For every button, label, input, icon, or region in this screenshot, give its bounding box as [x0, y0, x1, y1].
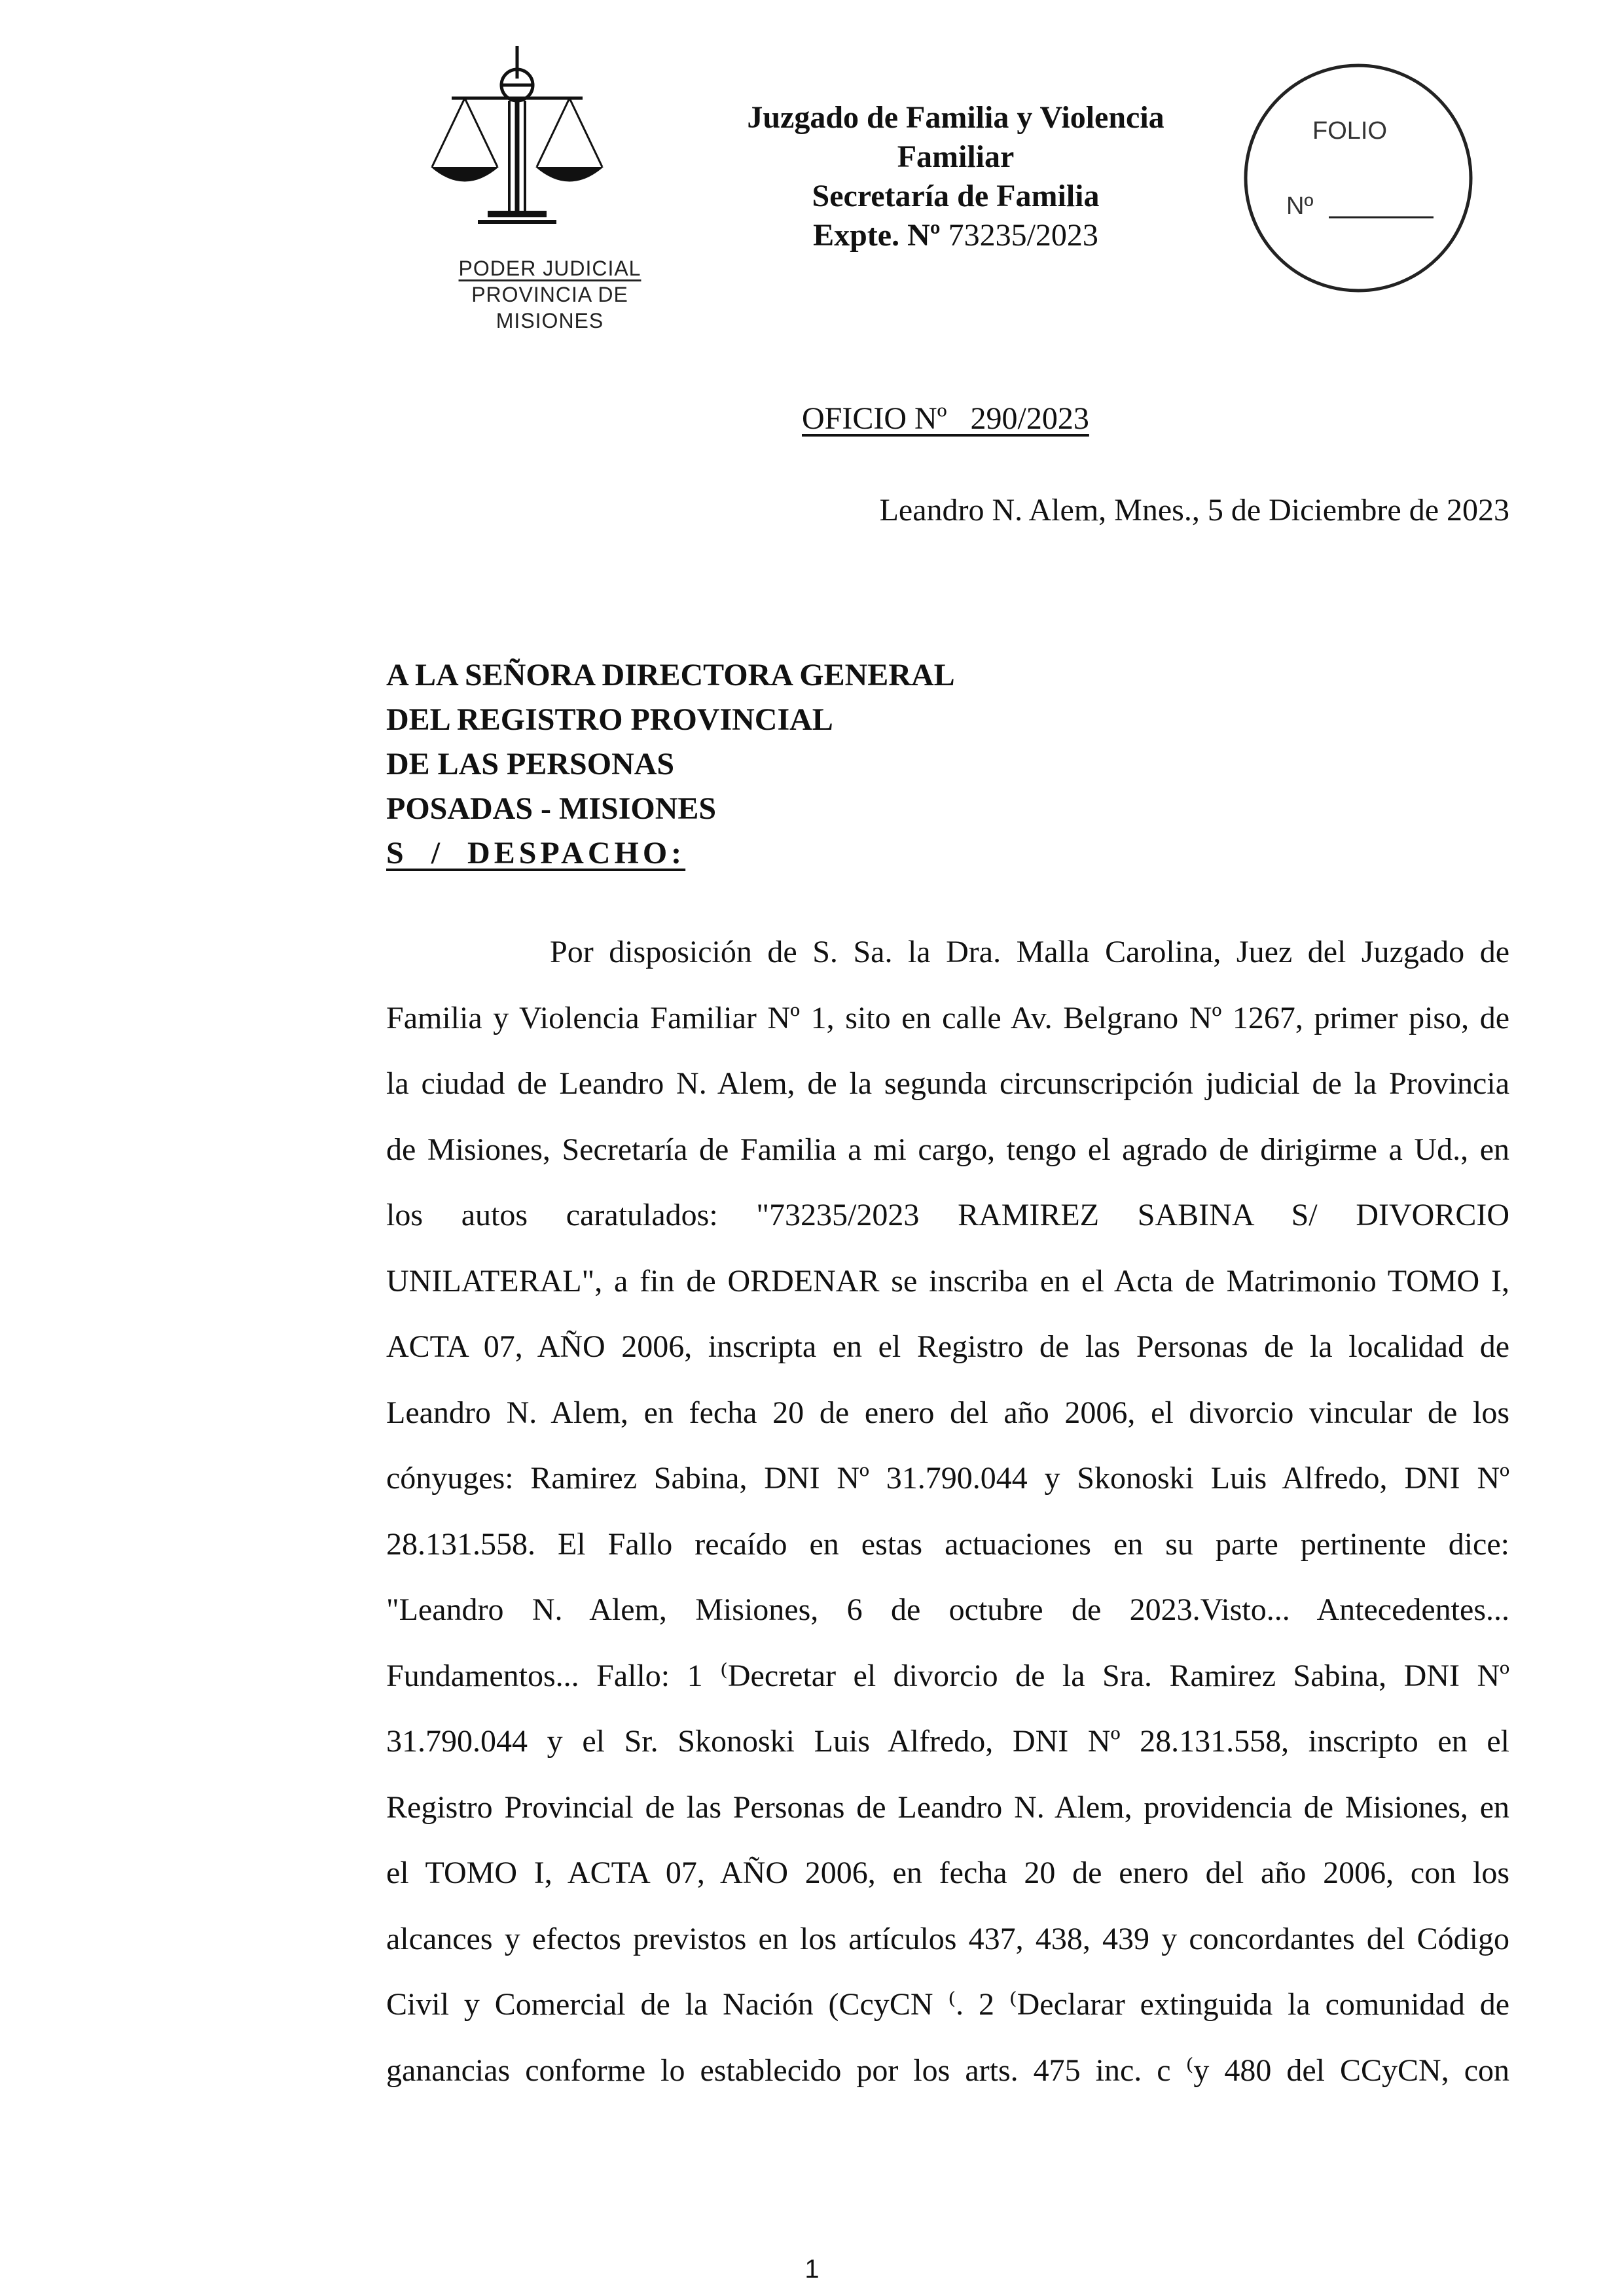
- body-line: UNILATERAL", a fin de ORDENAR se inscriba en el Acta de Matrimonio TOMO I,: [386, 1263, 1509, 1299]
- folio-circle-icon: [1240, 60, 1483, 302]
- body-line: Civil y Comercial de la Nación (CcyCN ⁽. 2 ⁽Declarar extinguida la comunidad de: [386, 1987, 1509, 2022]
- body-line: Fundamentos... Fallo: 1 ⁽Decretar el divorcio de la Sra. Ramirez Sabina, DNI Nº: [386, 1658, 1509, 1693]
- judicial-seal-logo: [425, 39, 674, 332]
- body-line: alcances y efectos previstos en los artículos 437, 438, 439 y concordantes del Código: [386, 1921, 1509, 1956]
- letter-body: [386, 920, 1509, 2104]
- addressee-line: DEL REGISTRO PROVINCIAL: [386, 702, 833, 737]
- despacho-line: S / DESPACHO:: [386, 836, 686, 870]
- body-line: ganancias conforme lo establecido por los arts. 475 inc. c ⁽y 480 del CCyCN, con: [386, 2053, 1509, 2088]
- expte-label: Expte. Nº: [813, 218, 941, 253]
- secretaria-line: Secretaría de Familia: [812, 179, 1100, 213]
- body-line: la ciudad de Leandro N. Alem, de la segunda circunscripción judicial de la Provincia: [386, 1066, 1509, 1101]
- place-and-date: Leandro N. Alem, Mnes., 5 de Diciembre de 2023: [879, 493, 1509, 528]
- body-line: de Misiones, Secretaría de Familia a mi cargo, tengo el agrado de dirigirme a Ud., en: [386, 1132, 1509, 1167]
- scales-of-justice-icon: [425, 39, 674, 255]
- body-line: cónyuges: Ramirez Sabina, DNI Nº 31.790.044 y Skonoski Luis Alfredo, DNI Nº: [386, 1461, 1509, 1496]
- court-name-line-1: Juzgado de Familia y Violencia: [747, 100, 1164, 135]
- folio-number-label: Nº: [1286, 192, 1314, 220]
- body-line: Familia y Violencia Familiar Nº 1, sito en calle Av. Belgrano Nº 1267, primer piso, de: [386, 1000, 1509, 1035]
- body-line: Leandro N. Alem, en fecha 20 de enero del año 2006, el divorcio vincular de los: [386, 1395, 1509, 1430]
- addressee-line: DE LAS PERSONAS: [386, 747, 675, 781]
- addressee-line: POSADAS - MISIONES: [386, 791, 717, 826]
- expediente-line: [687, 216, 1224, 255]
- body-line: Por disposición de S. Sa. la Dra. Malla Carolina, Juez del Juzgado de: [550, 935, 1509, 969]
- folio-label: FOLIO: [1312, 117, 1388, 145]
- seal-line-2: PROVINCIA DE MISIONES: [471, 283, 628, 332]
- body-line: el TOMO I, ACTA 07, AÑO 2006, en fecha 20 de enero del año 2006, con los: [386, 1856, 1509, 1890]
- body-line: Registro Provincial de las Personas de Leandro N. Alem, providencia de Misiones, en: [386, 1789, 1509, 1825]
- addressee-line: A LA SEÑORA DIRECTORA GENERAL: [386, 658, 955, 692]
- court-heading: [687, 98, 1224, 255]
- oficio-number: OFICIO Nº 290/2023: [802, 401, 1089, 436]
- body-line: 31.790.044 y el Sr. Skonoski Luis Alfredo, DNI Nº 28.131.558, inscripto en el: [386, 1724, 1509, 1759]
- body-line: "Leandro N. Alem, Misiones, 6 de octubre de 2023.Visto... Antecedentes...: [386, 1592, 1509, 1627]
- body-line: ACTA 07, AÑO 2006, inscripta en el Registro de las Personas de la localidad de: [386, 1329, 1509, 1364]
- expte-number: 73235/2023: [948, 218, 1098, 253]
- seal-line-1: PODER JUDICIAL: [458, 257, 641, 280]
- folio-stamp: [1240, 60, 1483, 302]
- body-line: 28.131.558. El Fallo recaído en estas actuaciones en su parte pertinente dice:: [386, 1526, 1509, 1562]
- court-name-line-2: Familiar: [897, 139, 1015, 174]
- addressee-block: [386, 653, 955, 876]
- page-number: 1: [804, 2255, 820, 2284]
- body-line: los autos caratulados: "73235/2023 RAMIREZ SABINA S/ DIVORCIO: [386, 1198, 1509, 1232]
